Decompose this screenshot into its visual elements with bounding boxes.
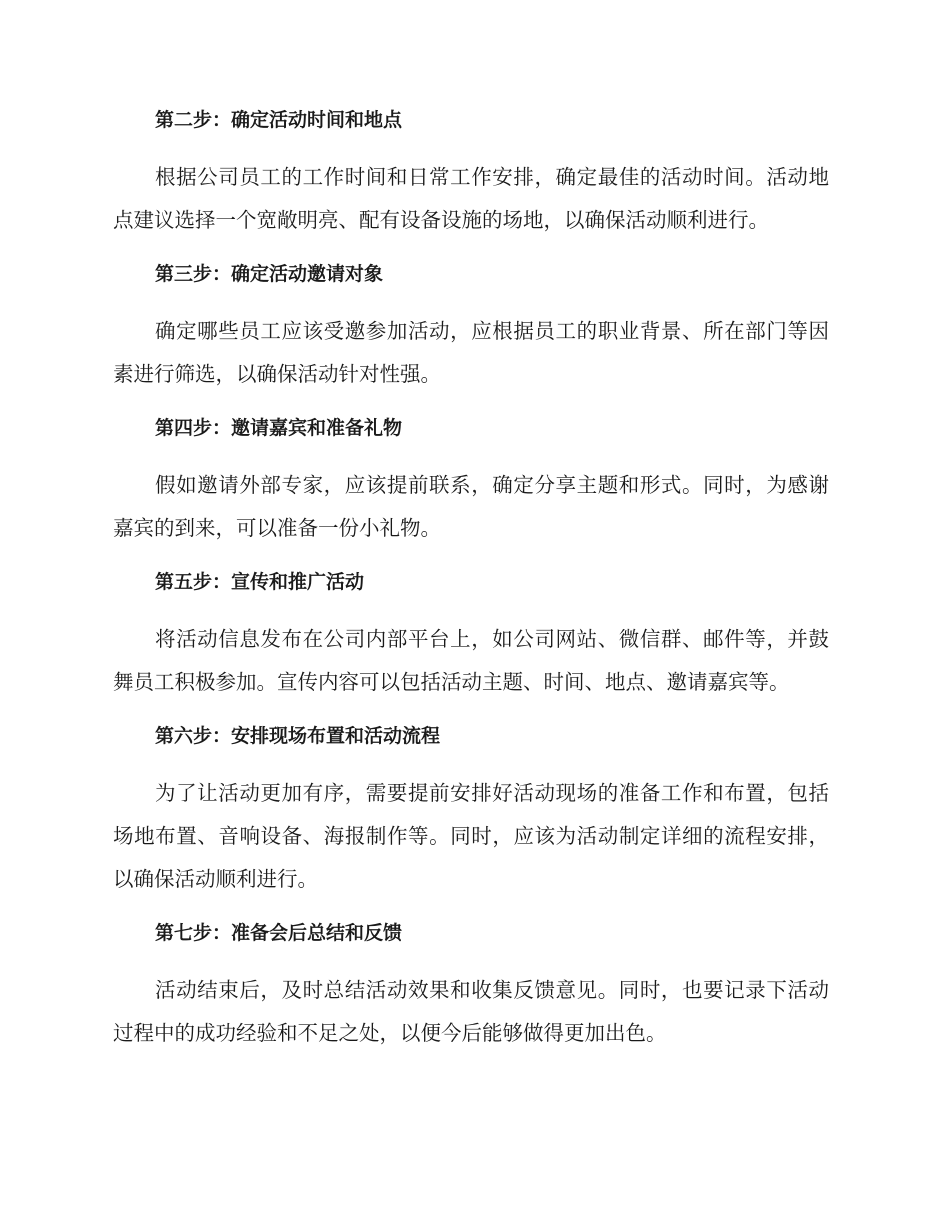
section-step-5 — [113, 568, 829, 704]
section-paragraph: 根据公司员工的工作时间和日常工作安排，确定最佳的活动时间。活动地点建议选择一个宽敞明亮、配有设备设施的场地，以确保活动顺利进行。 — [113, 165, 829, 232]
section-step-7 — [113, 919, 829, 1055]
section-heading: 第三步：确定活动邀请对象 — [155, 263, 384, 285]
section-step-6 — [113, 722, 829, 901]
section-paragraph: 假如邀请外部专家，应该提前联系，确定分享主题和形式。同时，为感谢嘉宾的到来，可以准备一份小礼物。 — [113, 473, 829, 540]
section-paragraph: 为了让活动更加有序，需要提前安排好活动现场的准备工作和布置，包括场地布置、音响设备、海报制作等。同时，应该为活动制定详细的流程安排，以确保活动顺利进行。 — [113, 781, 829, 891]
section-step-3 — [113, 260, 829, 396]
section-heading: 第五步：宣传和推广活动 — [155, 571, 365, 593]
section-paragraph: 确定哪些员工应该受邀参加活动，应根据员工的职业背景、所在部门等因素进行筛选，以确保活动针对性强。 — [113, 319, 829, 386]
section-heading: 第四步：邀请嘉宾和准备礼物 — [155, 417, 403, 439]
section-heading: 第六步：安排现场布置和活动流程 — [155, 725, 441, 747]
document-page — [113, 106, 829, 1073]
section-step-4 — [113, 414, 829, 550]
section-paragraph: 将活动信息发布在公司内部平台上，如公司网站、微信群、邮件等，并鼓舞员工积极参加。宣传内容可以包括活动主题、时间、地点、邀请嘉宾等。 — [113, 627, 829, 694]
section-heading: 第七步：准备会后总结和反馈 — [155, 922, 403, 944]
section-step-2 — [113, 106, 829, 242]
section-heading: 第二步：确定活动时间和地点 — [155, 109, 403, 131]
section-paragraph: 活动结束后，及时总结活动效果和收集反馈意见。同时，也要记录下活动过程中的成功经验和不足之处，以便今后能够做得更加出色。 — [113, 978, 829, 1045]
